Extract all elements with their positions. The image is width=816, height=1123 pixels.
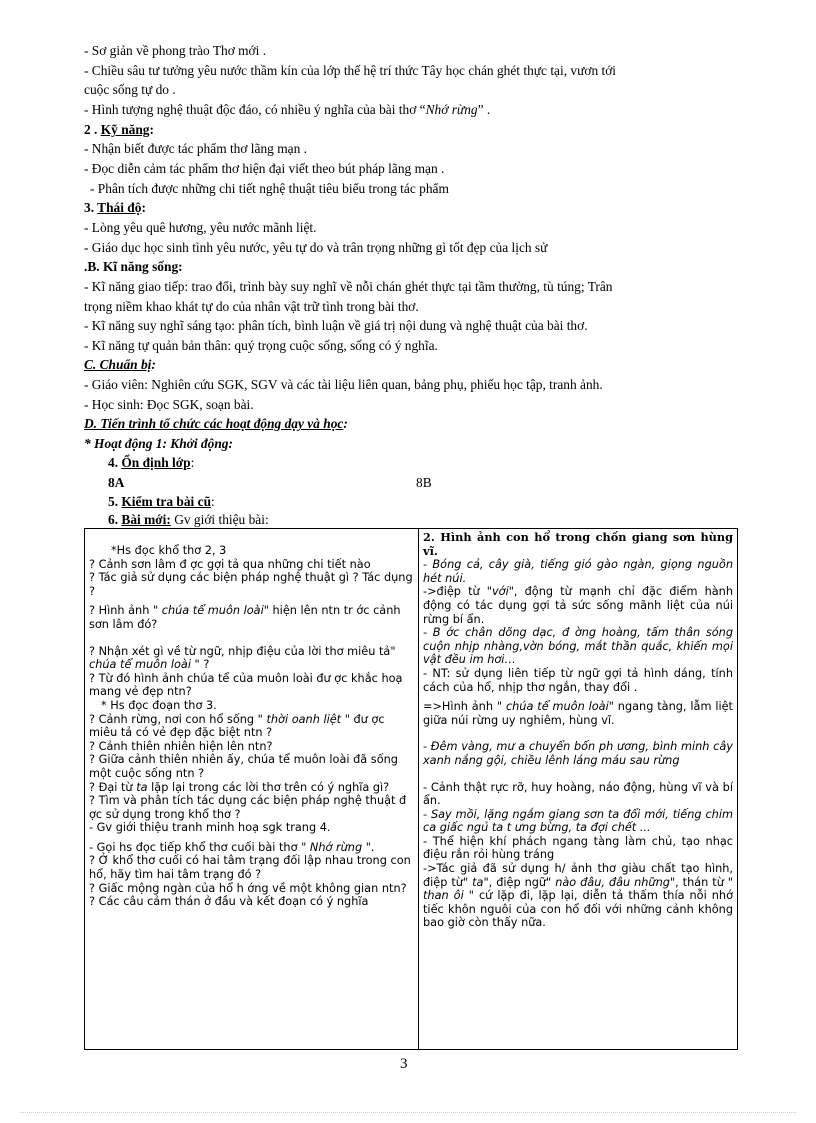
list-item — [423, 585, 733, 626]
list-item — [423, 700, 733, 727]
text-run: - Hình tượng nghệ thuật độc đáo, có nhiều ý nghĩa của bài thơ “ — [84, 102, 426, 117]
list-item — [423, 862, 733, 930]
text-run: " cứ lặp đi, lặp lại, diễn tả thấm thía nỗi nhớ tiếc khôn nguôi của con hổ đối với những cảnh không bao giờ còn thấy nữa. — [423, 889, 733, 930]
section-title: Thái độ — [97, 200, 142, 215]
text-run: : — [211, 494, 215, 509]
list-item: - Say mồi, lặng ngắm giang sơn ta đổi mới, tiếng chim ca giấc ngủ ta t ưng bừng, ta đợi chết ... — [423, 807, 733, 835]
text-run: =>Hình ảnh " — [423, 700, 506, 714]
objective-line: cuộc sống tự do . — [84, 82, 176, 97]
life-skill-line: trọng niềm khao khát tự do của nhân vật trữ tình trong bài thơ. — [84, 299, 419, 314]
section-title: C. Chuẩn bị — [84, 357, 152, 372]
text-run: : — [141, 200, 146, 215]
step-number: 6. — [108, 512, 122, 527]
list-item — [89, 841, 414, 855]
attitude-line: - Giáo dục học sinh tình yêu nước, yêu tự do và trân trọng những gì tốt đẹp của lịch sử — [84, 240, 548, 255]
text-run: : — [190, 455, 195, 470]
text-run: ta — [472, 875, 484, 889]
section-number: 3. — [84, 200, 98, 215]
list-item: *Hs đọc khổ thơ 2, 3 — [111, 544, 227, 557]
text-run: nào đâu, đâu những — [555, 875, 670, 889]
step-title: Kiểm tra bài cũ — [121, 494, 212, 509]
activity-heading: * Hoạt động 1: Khởi động: — [84, 436, 233, 451]
page-footer-divider — [20, 1112, 796, 1113]
life-skill-line: - Kĩ năng tự quản bản thân: quý trọng cuộc sống, sống có ý nghĩa. — [84, 338, 438, 353]
skill-line: - Đọc diễn cảm tác phẩm thơ hiện đại viết theo bút pháp lãng mạn . — [84, 161, 445, 176]
text-run: ->Tác giả đã sử dụng h/ ảnh thơ giàu chất tạo hình, điệp từ" — [423, 862, 733, 889]
list-item: - Cảnh thật rực rỡ, huy hoàng, náo động, hùng vĩ và bí ẩn. — [423, 780, 733, 808]
list-item: ? Giấc mộng ngàn của hổ h ớng về một không gian ntn? — [89, 881, 407, 895]
text-run: ->điệp từ " — [423, 585, 492, 599]
text-run: than ôi — [423, 889, 464, 903]
text-run: chúa tể muôn loài — [89, 658, 191, 672]
life-skill-line: - Kĩ năng giao tiếp: trao đổi, trình bày suy nghĩ về nỗi chán ghét thực tại tầm thường, tù túng; Trân — [84, 279, 613, 294]
objective-line: - Chiều sâu tư tưởng yêu nước thầm kín của lớp thế hệ trí thức Tây học chán ghét thực tại, vươn tới — [84, 63, 617, 78]
text-run: : — [149, 122, 154, 137]
section-heading-preparation — [84, 356, 156, 374]
text-run: ", điệp ngữ" — [483, 875, 556, 889]
class-label-8a: 8A — [108, 475, 125, 490]
section-title: D. Tiến trình tổ chức các hoạt động dạy và học — [84, 416, 344, 431]
list-item: - Đêm vàng, mư a chuyển bốn ph ương, bình minh cây xanh nắng gội, chiều lênh láng máu sau rừng — [423, 740, 733, 767]
student-answers — [419, 529, 737, 932]
page-number: 3 — [400, 1056, 408, 1072]
lesson-table — [84, 528, 738, 1050]
table-row — [85, 529, 738, 1050]
section-number: 2 . — [84, 122, 101, 137]
text-run: : — [343, 416, 348, 431]
text-run: ta — [136, 780, 148, 794]
objective-line — [84, 101, 490, 119]
list-item — [89, 645, 414, 672]
section-heading-procedure — [84, 415, 348, 433]
list-item — [89, 604, 414, 631]
teacher-questions — [85, 529, 418, 911]
list-item: - NT: sử dụng liên tiếp từ ngữ gợi tả hình dáng, tính cách của hổ, nhịp thơ ngắn, thay đổi . — [423, 666, 733, 694]
text-run: chúa tể muôn loài — [505, 700, 609, 714]
list-item: - Bóng cả, cây già, tiếng gió gào ngàn, giọng nguồn hét núi. — [423, 558, 733, 585]
text-run: ? Hình ảnh " — [89, 604, 162, 618]
list-item: * Hs đọc đoạn thơ 3. — [101, 698, 217, 712]
list-item: ? Giữa cảnh thiên nhiên ấy, chúa tể muôn loài đã sống một cuộc sống ntn ? — [89, 753, 398, 780]
step-title: Bài mới: — [121, 512, 171, 527]
text-run: chúa tể muôn loài — [161, 604, 264, 618]
text-run: lặp lại trong các lời thơ trên có ý nghĩa gì? — [147, 780, 390, 794]
poem-title: Nhớ rừng — [425, 102, 478, 117]
text-run: " đư ợc miêu tả có vẻ đẹp đặc biệt ntn ? — [89, 712, 385, 740]
step-4 — [108, 454, 194, 472]
text-run: - Gọi hs đọc tiếp khổ thơ cuối bài thơ " — [89, 840, 310, 854]
text-run: " ? — [190, 658, 210, 672]
step-5 — [108, 493, 215, 511]
list-item — [89, 713, 414, 740]
text-run: ” . — [477, 102, 491, 117]
list-item: ? Ở khổ thơ cuối có hai tâm trạng đối lập nhau trong con hổ, hãy tìm hai tâm trạng đó ? — [89, 854, 411, 882]
text-run: ". — [362, 840, 375, 854]
attitude-line: - Lòng yêu quê hương, yêu nước mãnh liệt. — [84, 220, 317, 235]
teacher-questions-cell — [85, 529, 419, 1050]
list-item: - B ớc chân dõng dạc, đ ờng hoàng, tấm thân sóng cuộn nhịp nhàng,vờn bóng, mắt thần quắc, khiến mọi vật đều im hơi… — [423, 626, 733, 667]
text-run: ? Đại từ — [89, 780, 137, 794]
list-item — [89, 781, 414, 795]
text-run: : — [151, 357, 156, 372]
text-run: " hiện lên ntn tr ớc cảnh sơn lâm đó? — [89, 604, 401, 631]
text-run: Gv giới thiệu bài: — [170, 512, 269, 527]
preparation-line: - Giáo viên: Nghiên cứu SGK, SGV và các tài liệu liên quan, bảng phụ, phiếu học tập, tranh ảnh. — [84, 377, 603, 392]
text-run: ", thán từ " — [669, 875, 733, 889]
section-title: Kỹ năng — [100, 122, 150, 137]
text-run: ? Nhận xét gì về từ ngữ, nhịp điệu của lời thơ miêu tả" — [89, 644, 396, 658]
text-run: " ngang tàng, lẫm liệt giữa núi rừng uy nghiêm, hùng vĩ. — [423, 700, 733, 727]
section-heading-skills — [84, 121, 154, 139]
student-answers-cell — [419, 529, 738, 1050]
skill-line: - Nhận biết được tác phẩm thơ lãng mạn . — [84, 141, 307, 156]
list-item: - Gv giới thiệu tranh minh hoạ sgk trang 4. — [89, 821, 331, 835]
list-item: ? Tìm và phân tích tác dụng các biện pháp nghệ thuật đ ợc sử dụng trong khổ thơ ? — [89, 794, 407, 821]
step-number: 5. — [108, 494, 122, 509]
step-title: Ổn định lớp — [121, 455, 191, 470]
skill-line: - Phân tích được những chi tiết nghệ thuật tiêu biểu trong tác phẩm — [90, 181, 449, 196]
text-run: ? Cảnh rừng, nơi con hổ sống " — [89, 712, 267, 726]
text-run: thời oanh liệt — [266, 712, 342, 726]
class-label-8b: 8B — [416, 475, 432, 490]
text-run: Nhớ rừng — [309, 840, 363, 854]
subsection-title: 2. Hình ảnh con hổ trong chốn giang sơn hùng vĩ. — [423, 530, 733, 558]
text-run: với — [491, 585, 509, 599]
text-run: ", động từ mạnh chỉ đặc điểm hành động có tác dụng gợi tả sức sống mãnh liệt của núi rừng bí ẩn. — [423, 585, 733, 626]
section-heading-attitude — [84, 199, 146, 217]
preparation-line: - Học sinh: Đọc SGK, soạn bài. — [84, 397, 254, 412]
list-item: ? Cảnh sơn lâm đ ợc gợi tả qua những chi tiết nào — [89, 557, 371, 571]
list-item: ? Từ đó hình ảnh chúa tể của muôn loài đư ợc khắc hoạ mang vẻ đẹp ntn? — [89, 671, 403, 699]
step-6 — [108, 511, 269, 529]
list-item: ? Các câu cảm thán ở đầu và kết đoạn có ý nghĩa — [89, 895, 369, 909]
list-item: ? Tác giả sử dụng các biện pháp nghệ thuật gì ? Tác dụng ? — [89, 571, 413, 598]
list-item: - Thể hiện khí phách ngang tàng làm chủ, tạo nhạc điệu rắn rỏi hùng tráng — [423, 834, 733, 862]
section-heading-life-skills: .B. Kĩ năng sống: — [84, 259, 183, 274]
objective-line: - Sơ giản về phong trào Thơ mới . — [84, 43, 267, 58]
list-item: ? Cảnh thiên nhiên hiện lên ntn? — [89, 739, 273, 753]
life-skill-line: - Kĩ năng suy nghĩ sáng tạo: phân tích, bình luận về giá trị nội dung và nghệ thuật của bài thơ. — [84, 318, 588, 333]
step-number: 4. — [108, 455, 122, 470]
